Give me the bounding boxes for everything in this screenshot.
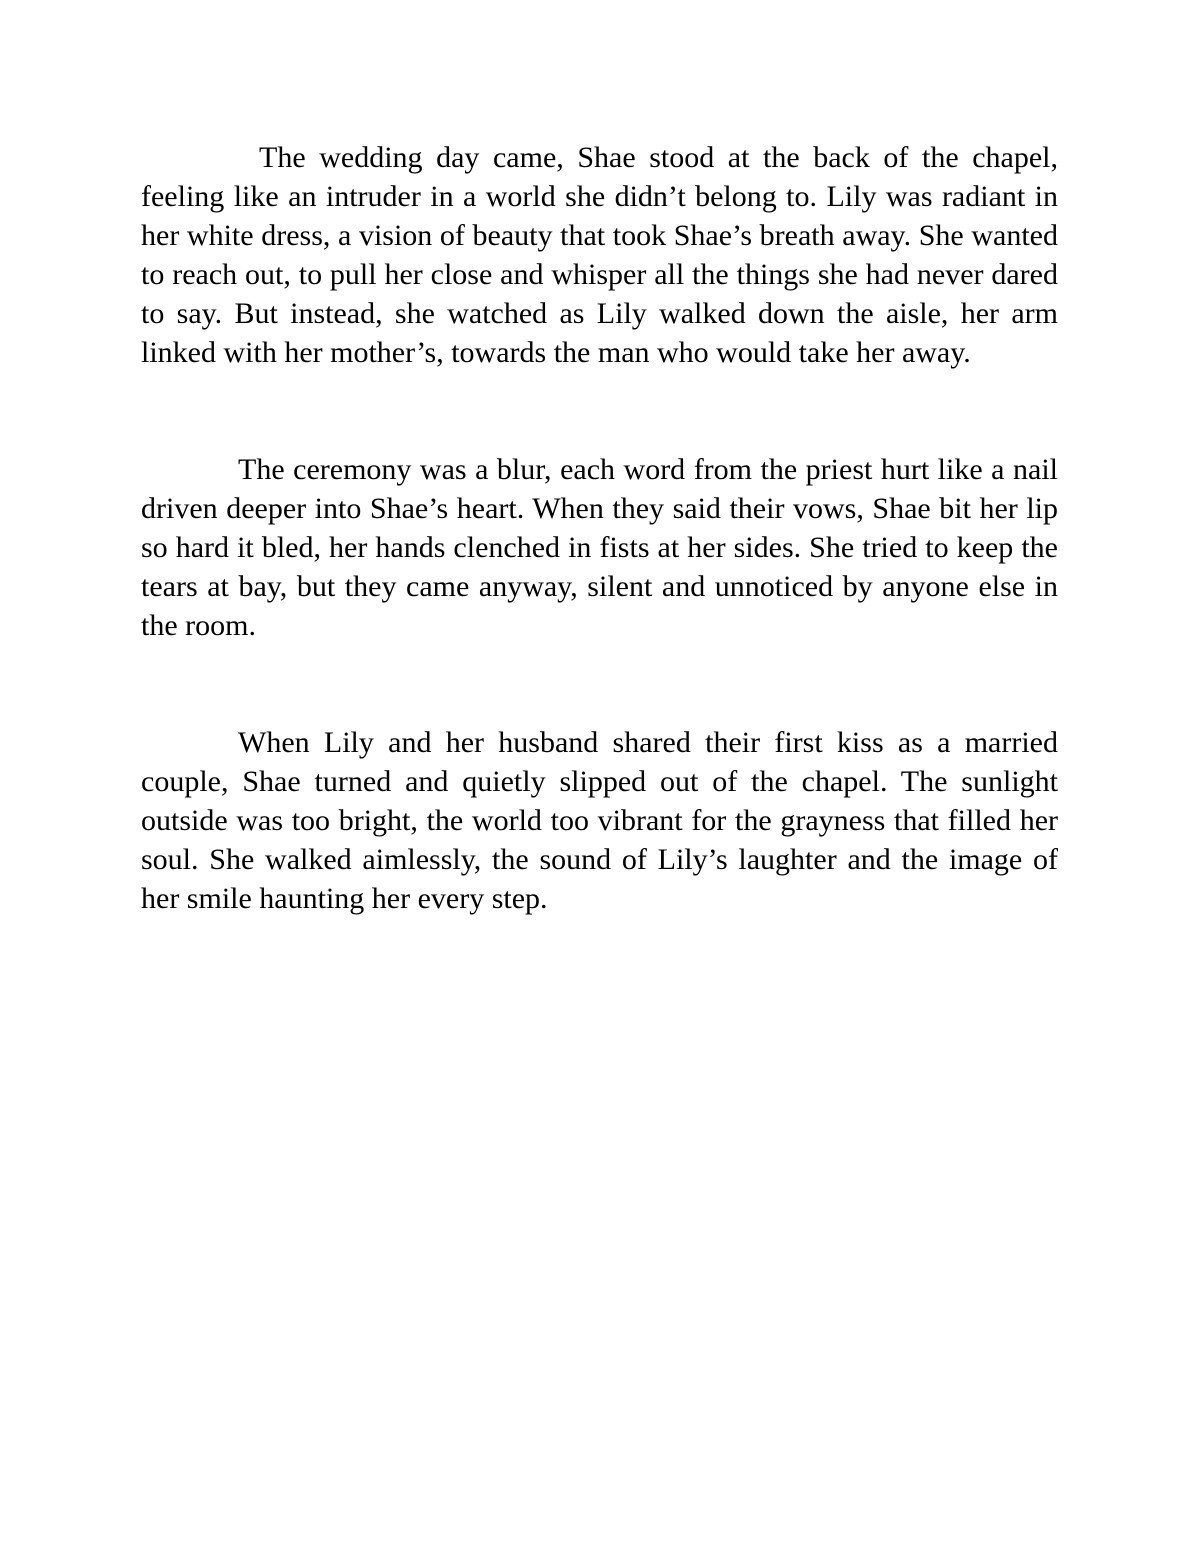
paragraph-1: The wedding day came, Shae stood at the back of the chapel, feeling like an intruder in a world she didn’t belong to. Lily was radiant in her white dress, a vision of beauty that took Shae’s breath away. She wanted to reach out, to pull her close and whisper all the things she had never dared to say. But instead, she watched as Lily walked down the aisle, her arm linked with her mother’s, towards the man who would take her away.	[141, 141, 1058, 369]
document-body	[141, 138, 1058, 918]
paragraph-2: The ceremony was a blur, each word from the priest hurt like a nail driven deeper into Shae’s heart. When they said their vows, Shae bit her lip so hard it bled, her hands clenched in fists at her sides. She tried to keep the tears at bay, but they came anyway, silent and unnoticed by anyone else in the room.	[141, 453, 1058, 642]
paragraph-3: When Lily and her husband shared their first kiss as a married couple, Shae turned and quietly slipped out of the chapel. The sunlight outside was too bright, the world too vibrant for the grayness that filled her soul. She walked aimlessly, the sound of Lily’s laughter and the image of her smile haunting her every step.	[141, 726, 1058, 915]
